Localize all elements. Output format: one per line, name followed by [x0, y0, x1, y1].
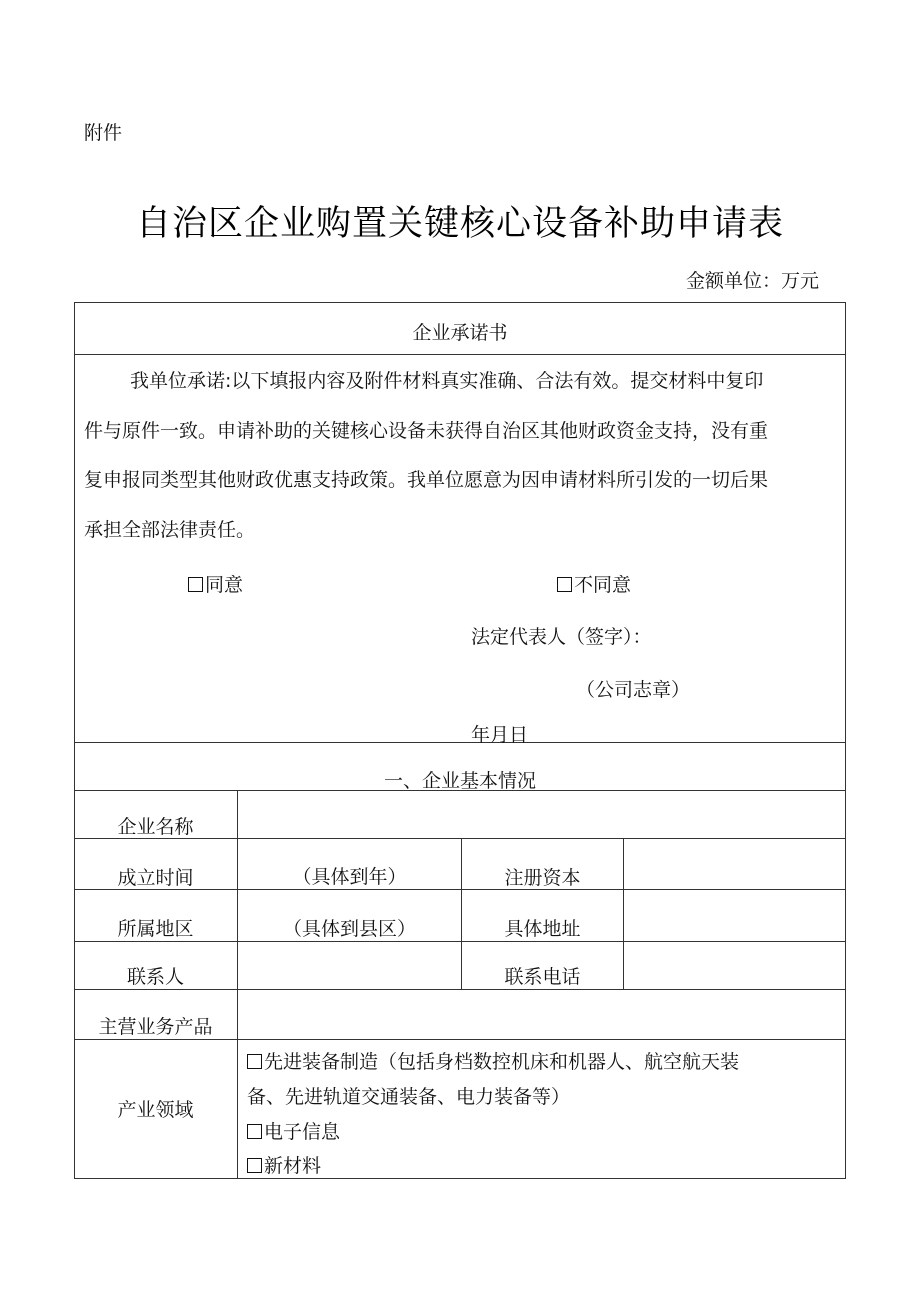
disagree-option[interactable]	[557, 570, 631, 597]
industry-option-electronics[interactable]	[247, 1117, 340, 1144]
industry-option-label: 电子信息	[264, 1121, 341, 1143]
industry-option-advanced-equipment[interactable]	[247, 1047, 739, 1074]
region-label: 所属地区	[117, 918, 194, 940]
industry-checkbox[interactable]	[247, 1158, 262, 1173]
industry-option-continuation: 备、先进轨道交通装备、电力装备等）	[247, 1086, 571, 1108]
industry-option-label: 先进装备制造（包括身档数控机床和机器人、航空航天装	[264, 1051, 740, 1073]
founded-field[interactable]: （具体到年）	[292, 866, 407, 888]
form-title: 自治区企业购置关键核心设备补助申请表	[135, 204, 784, 244]
commitment-paragraph	[84, 366, 848, 564]
capital-field[interactable]	[624, 863, 845, 889]
founded-label: 成立时间	[117, 867, 194, 889]
capital-label: 注册资本	[504, 867, 581, 889]
main-products-label: 主营业务产品	[98, 1016, 213, 1038]
agree-option[interactable]	[188, 570, 243, 597]
industry-option-label: 新材料	[264, 1155, 322, 1177]
commitment-heading: 企业承诺书	[412, 322, 508, 344]
industry-checkbox[interactable]	[247, 1124, 262, 1139]
phone-label: 联系电话	[504, 966, 581, 988]
address-label: 具体地址	[504, 918, 581, 940]
disagree-label: 不同意	[574, 574, 632, 596]
row-divider	[74, 354, 846, 355]
commitment-line: 我单位承诺:以下填报内容及附件材料真实准确、合法有效。提交材料中复印	[130, 370, 764, 392]
company-name-label: 企业名称	[117, 816, 194, 838]
company-seal-label: （公司志章）	[576, 679, 691, 701]
disagree-checkbox[interactable]	[557, 577, 572, 592]
industry-checkbox[interactable]	[247, 1054, 262, 1069]
date-label: 年月日	[471, 724, 529, 746]
contact-field[interactable]	[238, 962, 461, 988]
industry-label: 产业领域	[117, 1099, 194, 1121]
agree-label: 同意	[205, 574, 244, 596]
contact-label: 联系人	[126, 966, 184, 988]
main-products-field[interactable]	[238, 1012, 845, 1038]
unit-label: 金额单位：万元	[685, 270, 819, 292]
commitment-line: 承担全部法律责任。	[84, 518, 256, 541]
row-divider	[74, 1039, 846, 1040]
commitment-line: 件与原件一致。申请补助的关键核心设备未获得自治区其他财政资金支持，没有重	[84, 419, 769, 442]
row-divider	[74, 989, 846, 990]
row-divider	[74, 941, 846, 942]
company-name-field[interactable]	[238, 812, 845, 838]
agree-checkbox[interactable]	[188, 577, 203, 592]
row-divider	[74, 742, 846, 743]
legal-rep-signature-label: 法定代表人（签字）：	[471, 626, 652, 648]
attachment-label: 附件	[84, 122, 123, 144]
industry-option-new-materials[interactable]	[247, 1151, 321, 1178]
phone-field[interactable]	[624, 962, 845, 988]
address-field[interactable]	[624, 914, 845, 940]
basic-info-heading: 一、企业基本情况	[383, 770, 536, 792]
region-field[interactable]: （具体到县区）	[282, 918, 416, 940]
commitment-line: 复申报同类型其他财政优惠支持政策。我单位愿意为因申请材料所引发的一切后果	[84, 469, 769, 491]
